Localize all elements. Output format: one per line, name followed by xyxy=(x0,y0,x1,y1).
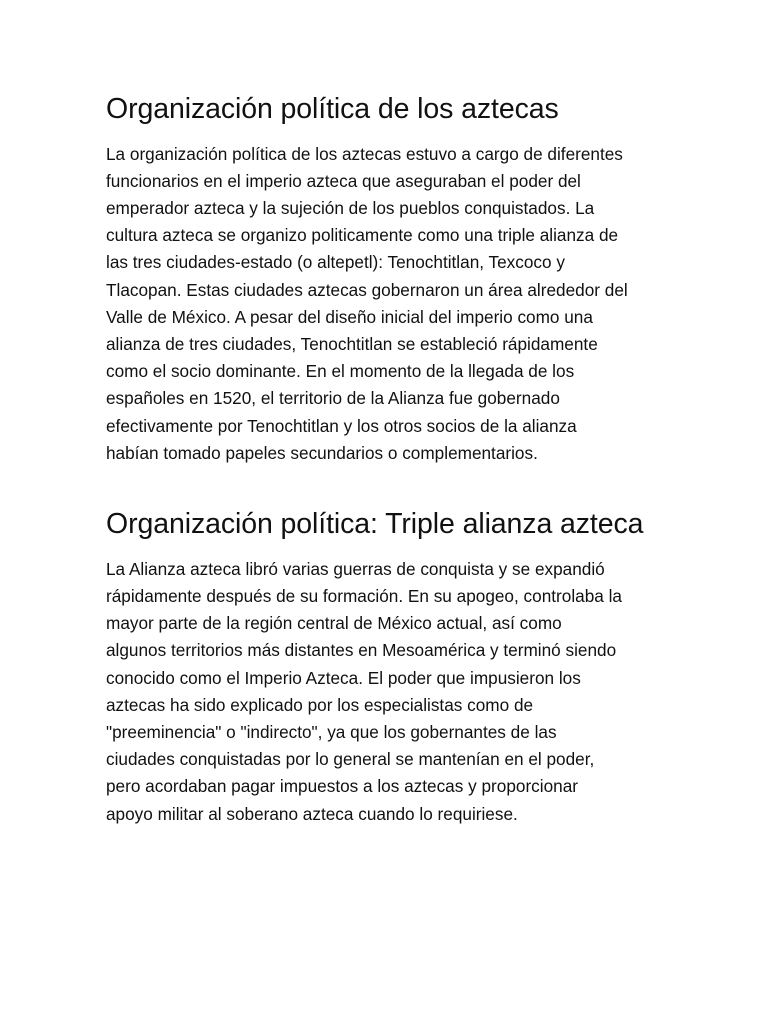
paragraph-line: efectivamente por Tenochtitlan y los otros socios de la alianza xyxy=(106,415,577,436)
section-paragraph xyxy=(106,141,666,467)
paragraph-line: conocido como el Imperio Azteca. El poder que impusieron los xyxy=(106,667,581,688)
section-paragraph xyxy=(106,556,666,828)
paragraph-line: españoles en 1520, el territorio de la Alianza fue gobernado xyxy=(106,388,560,409)
paragraph-line: La Alianza azteca libró varias guerras de conquista y se expandió xyxy=(106,558,605,579)
paragraph-line: pero acordaban pagar impuestos a los aztecas y proporcionar xyxy=(106,776,578,797)
paragraph-line: La organización política de los aztecas estuvo a cargo de diferentes xyxy=(106,143,623,164)
paragraph-line: las tres ciudades-estado (o altepetl): Tenochtitlan, Texcoco y xyxy=(106,252,565,273)
paragraph-line: "preeminencia" o "indirecto", ya que los gobernantes de las xyxy=(106,721,557,742)
paragraph-line: Tlacopan. Estas ciudades aztecas gobernaron un área alrededor del xyxy=(106,279,628,300)
section-politica-aztecas xyxy=(106,92,666,467)
paragraph-line: mayor parte de la región central de México actual, así como xyxy=(106,613,562,634)
paragraph-line: aztecas ha sido explicado por los especialistas como de xyxy=(106,694,534,715)
paragraph-line: emperador azteca y la sujeción de los pueblos conquistados. La xyxy=(106,198,595,219)
paragraph-line: rápidamente después de su formación. En su apogeo, controlaba la xyxy=(106,585,622,606)
paragraph-line: ciudades conquistadas por lo general se mantenían en el poder, xyxy=(106,749,595,770)
paragraph-line: funcionarios en el imperio azteca que aseguraban el poder del xyxy=(106,170,581,191)
paragraph-line: cultura azteca se organizo politicamente como una triple alianza de xyxy=(106,225,619,246)
paragraph-line: Valle de México. A pesar del diseño inicial del imperio como una xyxy=(106,306,593,327)
section-heading: Organización política: Triple alianza azteca xyxy=(106,508,644,541)
paragraph-line: como el socio dominante. En el momento de la llegada de los xyxy=(106,361,575,382)
paragraph-line: algunos territorios más distantes en Mesoamérica y terminó siendo xyxy=(106,640,617,661)
paragraph-line: alianza de tres ciudades, Tenochtitlan se estableció rápidamente xyxy=(106,334,598,355)
section-triple-alianza xyxy=(106,507,666,828)
paragraph-line: apoyo militar al soberano azteca cuando lo requiriese. xyxy=(106,803,518,824)
section-heading: Organización política de los aztecas xyxy=(106,93,559,125)
document-body xyxy=(106,92,666,828)
paragraph-line: habían tomado papeles secundarios o complementarios. xyxy=(106,442,538,463)
